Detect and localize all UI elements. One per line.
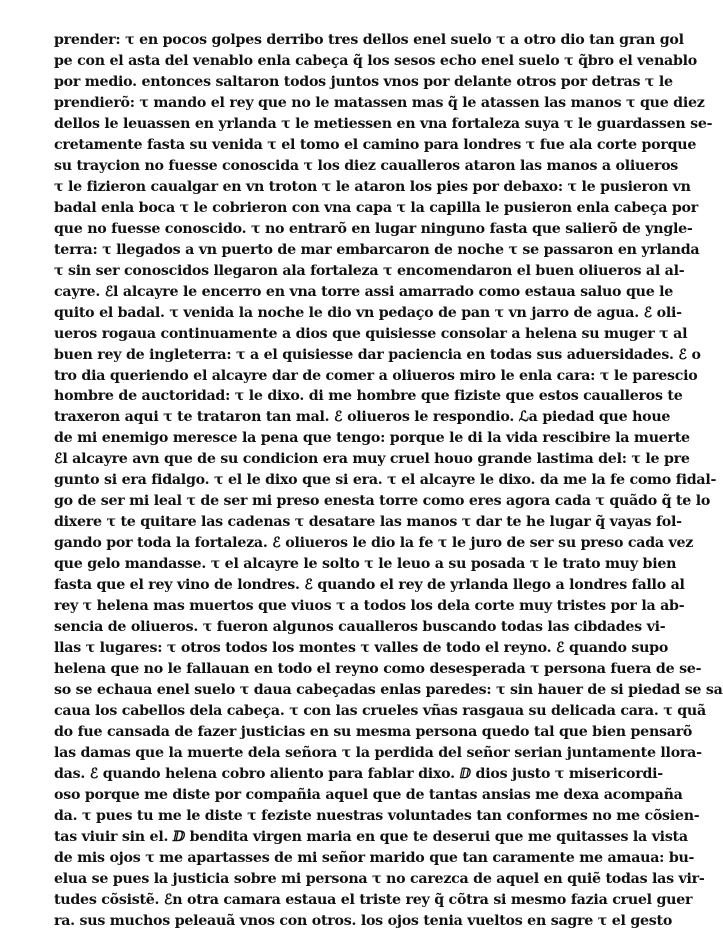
- text-line: quito el badal. τ venida la noche le dio vn pedaço de pan τ vn jarro de agua. ℰ oli-: [54, 304, 682, 321]
- text-line: badal enla boca τ le cobrieron con vna capa τ la capilla le pusieron enla cabeça por: [54, 199, 698, 216]
- text-line: ra. sus muchos peleauã vnos con otros. los ojos tenia vueltos en sagre τ el gesto: [54, 912, 673, 929]
- text-line: su traycion no fuesse conoscida τ los diez caualleros ataron las manos a oliueros: [54, 157, 679, 174]
- text-line: pe con el asta del venablo enla cabeça q̃ los sesos echo enel suelo τ q̃bro el venablo: [54, 52, 697, 69]
- text-line: de mi enemigo meresce la pena que tengo: porque le di la vida rescibire la muerte: [54, 430, 690, 447]
- text-line: llas τ lugares: τ otros todos los montes τ valles de todo el reyno. ℰ quando supo: [54, 640, 669, 657]
- text-line: ℰl alcayre avn que de su condicion era muy cruel houo grande lastima del: τ le pre: [54, 451, 690, 468]
- text-line: dellos le leuassen en yrlanda τ le metiessen en vna fortaleza suya τ le guardassen se-: [54, 115, 713, 132]
- text-line: tudes cõsistẽ. ℰn otra camara estaua el triste rey q̃ cõtra si mesmo fazia cruel guer: [54, 891, 693, 908]
- text-line: go de ser mi leal τ de ser mi preso enesta torre como eres agora cada τ quãdo q̃ te lo: [54, 493, 711, 510]
- text-line: helena que no le fallauan en todo el reyno como desesperada τ persona fuera de se-: [54, 661, 702, 678]
- text-line: fasta que el rey vino de londres. ℰ quando el rey de yrlanda llego a londres fallo al: [54, 577, 685, 594]
- text-line: cretamente fasta su venida τ el tomo el camino para londres τ fue ala corte porque: [54, 136, 697, 153]
- text-line: tro dia queriendo el alcayre dar de comer a oliueros miro le enla cara: τ le parescio: [54, 367, 698, 384]
- text-block: [54, 30, 723, 932]
- text-line: elua se pues la justicia sobre mi persona τ no carezca de aquel en quiẽ todas las vir-: [54, 870, 705, 887]
- text-line: de mis ojos τ me apartasses de mi señor marido que tan caramente me amaua: bu-: [54, 849, 695, 866]
- text-line: da. τ pues tu me le diste τ feziste nuestras voluntades tan conformes no me cõsien-: [54, 807, 700, 824]
- text-line: sencia de oliueros. τ fueron algunos caualleros buscando todas las cibdades vi-: [54, 619, 666, 636]
- text-line: que gelo mandasse. τ el alcayre le solto τ le leuo a su posada τ le trato muy bien: [54, 556, 677, 573]
- text-line: ueros rogaua continuamente a dios que quisiesse consolar a helena su muger τ al: [54, 325, 688, 342]
- text-line: caua los cabellos dela cabeça. τ con las crueles vñas rasgaua su delicada cara. τ quã: [54, 703, 706, 719]
- book-page: [54, 30, 723, 929]
- text-line: prendierõ: τ mando el rey que no le matassen mas q̃ le atassen las manos τ que diez: [54, 94, 705, 111]
- text-line: gando por toda la fortaleza. ℰ oliueros le dio la fe τ le juro de ser su preso cada vez: [54, 535, 694, 552]
- text-line: oso porque me diste por compañia aquel que de tantas ansias me dexa acompaña: [54, 786, 683, 803]
- text-line: hombre de auctoridad: τ le dixo. di me hombre que fiziste que estos caualleros te: [54, 388, 683, 405]
- text-line: terra: τ llegados a vn puerto de mar embarcaron de noche τ se passaron en yrlanda: [54, 241, 700, 258]
- text-line: gunto si era fidalgo. τ el le dixo que si era. τ el alcayre le dixo. da me la fe como fidal-: [54, 472, 717, 489]
- text-line: das. ℰ quando helena cobro aliento para fablar dixo. ⅅ dios justo τ misericordi-: [54, 765, 663, 782]
- text-line: dixere τ te quitare las cadenas τ desatare las manos τ dar te he lugar q̃ vayas fol-: [54, 514, 682, 531]
- text-line: las damas que la muerte dela señora τ la perdida del señor serian juntamente llora-: [54, 744, 702, 761]
- text-line: do fue cansada de fazer justicias en su mesma persona quedo tal que bien pensarõ: [54, 723, 693, 740]
- text-line: τ le fizieron caualgar en vn troton τ le ataron los pies por debaxo: τ le pusieron vn: [54, 178, 691, 195]
- text-line: so se echaua enel suelo τ daua cabeçadas enlas paredes: τ sin hauer de si piedad se sa: [54, 682, 723, 699]
- text-line: τ sin ser conoscidos llegaron ala fortaleza τ encomendaron el buen oliueros al al-: [54, 262, 685, 279]
- text-line: cayre. ℰl alcayre le encerro en vna torre assi amarrado como estaua saluo que le: [54, 283, 674, 300]
- text-line: traxeron aqui τ te trataron tan mal. ℰ oliueros le respondio. ℒa piedad que houe: [54, 409, 671, 426]
- text-line: prender: τ en pocos golpes derribo tres dellos enel suelo τ a otro dio tan gran gol: [54, 32, 684, 48]
- text-line: tas viuir sin el. ⅅ bendita virgen maria en que te deserui que me quitasses la vista: [54, 828, 688, 845]
- text-line: buen rey de ingleterra: τ a el quisiesse dar paciencia en todas sus aduersidades. ℰ o: [54, 346, 701, 363]
- text-line: rey τ helena mas muertos que viuos τ a todos los dela corte muy tristes por la ab-: [54, 598, 685, 615]
- text-line: por medio. entonces saltaron todos juntos vnos por delante otros por detras τ le: [54, 73, 673, 90]
- text-line: que no fuesse conoscido. τ no entrarõ en lugar ninguno fasta que salierõ de yngle-: [54, 220, 693, 237]
